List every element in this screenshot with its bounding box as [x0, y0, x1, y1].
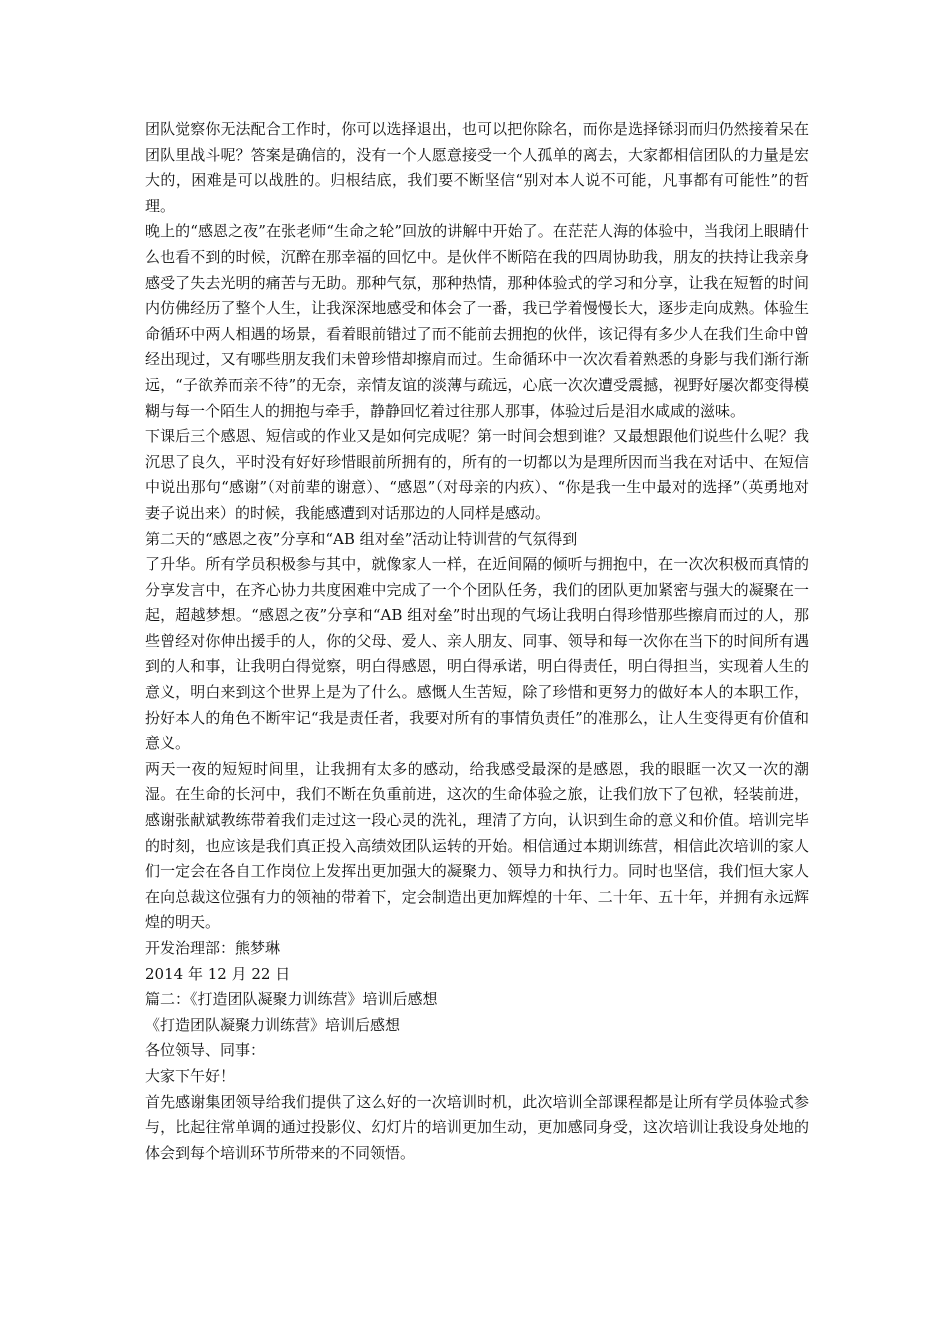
greeting-line: 大家下午好！: [145, 1066, 236, 1085]
paragraph-after-class-messages: 下课后三个感恩、短信或的作业又是如何完成呢？第一时间会想到谁？又最想跟他们说些什么呢？我沉思了良久，平时没有好好珍惜眼前所拥有的，所有的一切都以为是理所因而当我在对话中、在短信中说出那句“感谢”（对前辈的谢意）、“感恩”（对母亲的内疚）、“你是我一生中最对的选择”（英勇地对妻子说出来）的时候，我能感遭到对话那边的人同样是感动。: [145, 427, 809, 522]
paragraph-second-day-intro: 第二天的“感恩之夜”分享和“AB 组对垒”活动让特训营的气氛得到: [145, 529, 578, 548]
date-line: 2014 年 12 月 22 日: [145, 964, 291, 983]
section-two-title: 《打造团队凝聚力训练营》培训后感想: [145, 1015, 401, 1034]
author-line: 开发治理部：熊梦琳: [145, 939, 281, 957]
paragraph-team-perseverance: 团队觉察你无法配合工作时，你可以选择退出，也可以把你除名，而你是选择铩羽而归仍然接着呆在团队里战斗呢？答案是确信的，没有一个人愿意接受一个人孤单的离去，大家都相信团队的力量是宏大的，困难是可以战胜的。归根结底，我们要不断坚信“别对本人说不可能，凡事都有可能性”的哲理。: [145, 120, 809, 215]
paragraph-gratitude-night: 晚上的“感恩之夜”在张老师“生命之轮”回放的讲解中开始了。在茫茫人海的体验中，当我闭上眼睛什么也看不到的时候，沉醉在那幸福的回忆中。是伙伴不断陪在我的四周协助我，朋友的扶持让我亲身感受了失去光明的痛苦与无助。那种气氛，那种热情，那种体验式的学习和分享，让我在短暂的时间内仿佛经历了整个人生，让我深深地感受和体会了一番，我已学着慢慢长大，逐步走向成熟。体验生命循环中两人相遇的场景，看着眼前错过了而不能前去拥抱的伙伴，该记得有多少人在我们生命中曾经出现过，又有哪些朋友我们未曾珍惜却擦肩而过。生命循环中一次次看着熟悉的身影与我们渐行渐远，“子欲养而亲不待”的无奈，亲情友谊的淡薄与疏远，心底一次次遭受震撼，视野好屡次都变得模糊与每一个陌生人的拥抱与牵手，静静回忆着过往那人那事，体验过后是泪水咸咸的滋味。: [145, 222, 809, 420]
document-body: [145, 117, 809, 1166]
paragraph-second-day-sublimation: 了升华。所有学员积极参与其中，就像家人一样，在近间隔的倾听与拥抱中，在一次次积极而真情的分享发言中，在齐心协力共度困难中完成了一个个团队任务，我们的团队更加紧密与强大的凝聚在一起，超越梦想。“感恩之夜”分享和“AB 组对垒”时出现的气场让我明白得珍惜那些擦肩而过的人，那些曾经对你伸出援手的人，你的父母、爱人、亲人朋友、同事、领导和每一次你在当下的时间所有遇到的人和事，让我明白得觉察，明白得感恩，明白得承诺，明白得责任，明白得担当，实现着人生的意义，明白来到这个世界上是为了什么。感慨人生苦短，除了珍惜和更努力的做好本人的本职工作，扮好本人的角色不断牢记“我是责任者，我要对所有的事情负责任”的准那么，让人生变得更有价值和意义。: [145, 555, 809, 753]
salutation-line: 各位领导、同事：: [145, 1041, 266, 1060]
section-two-heading: 篇二：《打造团队凝聚力训练营》培训后感想: [145, 990, 438, 1009]
paragraph-two-days-summary: 两天一夜的短短时间里，让我拥有太多的感动，给我感受最深的是感恩，我的眼眶一次又一次的潮湿。在生命的长河中，我们不断在负重前进，这次的生命体验之旅，让我们放下了包袱，轻装前进，感谢张献斌教练带着我们走过这一段心灵的洗礼，理清了方向，认识到生命的意义和价值。培训完毕的时刻，也应该是我们真正投入高绩效团队运转的开始。相信通过本期训练营，相信此次培训的家人们一定会在各自工作岗位上发挥出更加强大的凝聚力、领导力和执行力。同时也坚信，我们恒大家人在向总裁这位强有力的领袖的带着下，定会制造出更加辉煌的十年、二十年、五十年，并拥有永远辉煌的明天。: [145, 759, 809, 932]
paragraph-training-thanks: 首先感谢集团领导给我们提供了这么好的一次培训时机，此次培训全部课程都是让所有学员体验式参与，比起往常单调的通过投影仪、幻灯片的培训更加生动，更加感同身受，这次培训让我设身处地的体会到每个培训环节所带来的不同领悟。: [145, 1092, 809, 1162]
